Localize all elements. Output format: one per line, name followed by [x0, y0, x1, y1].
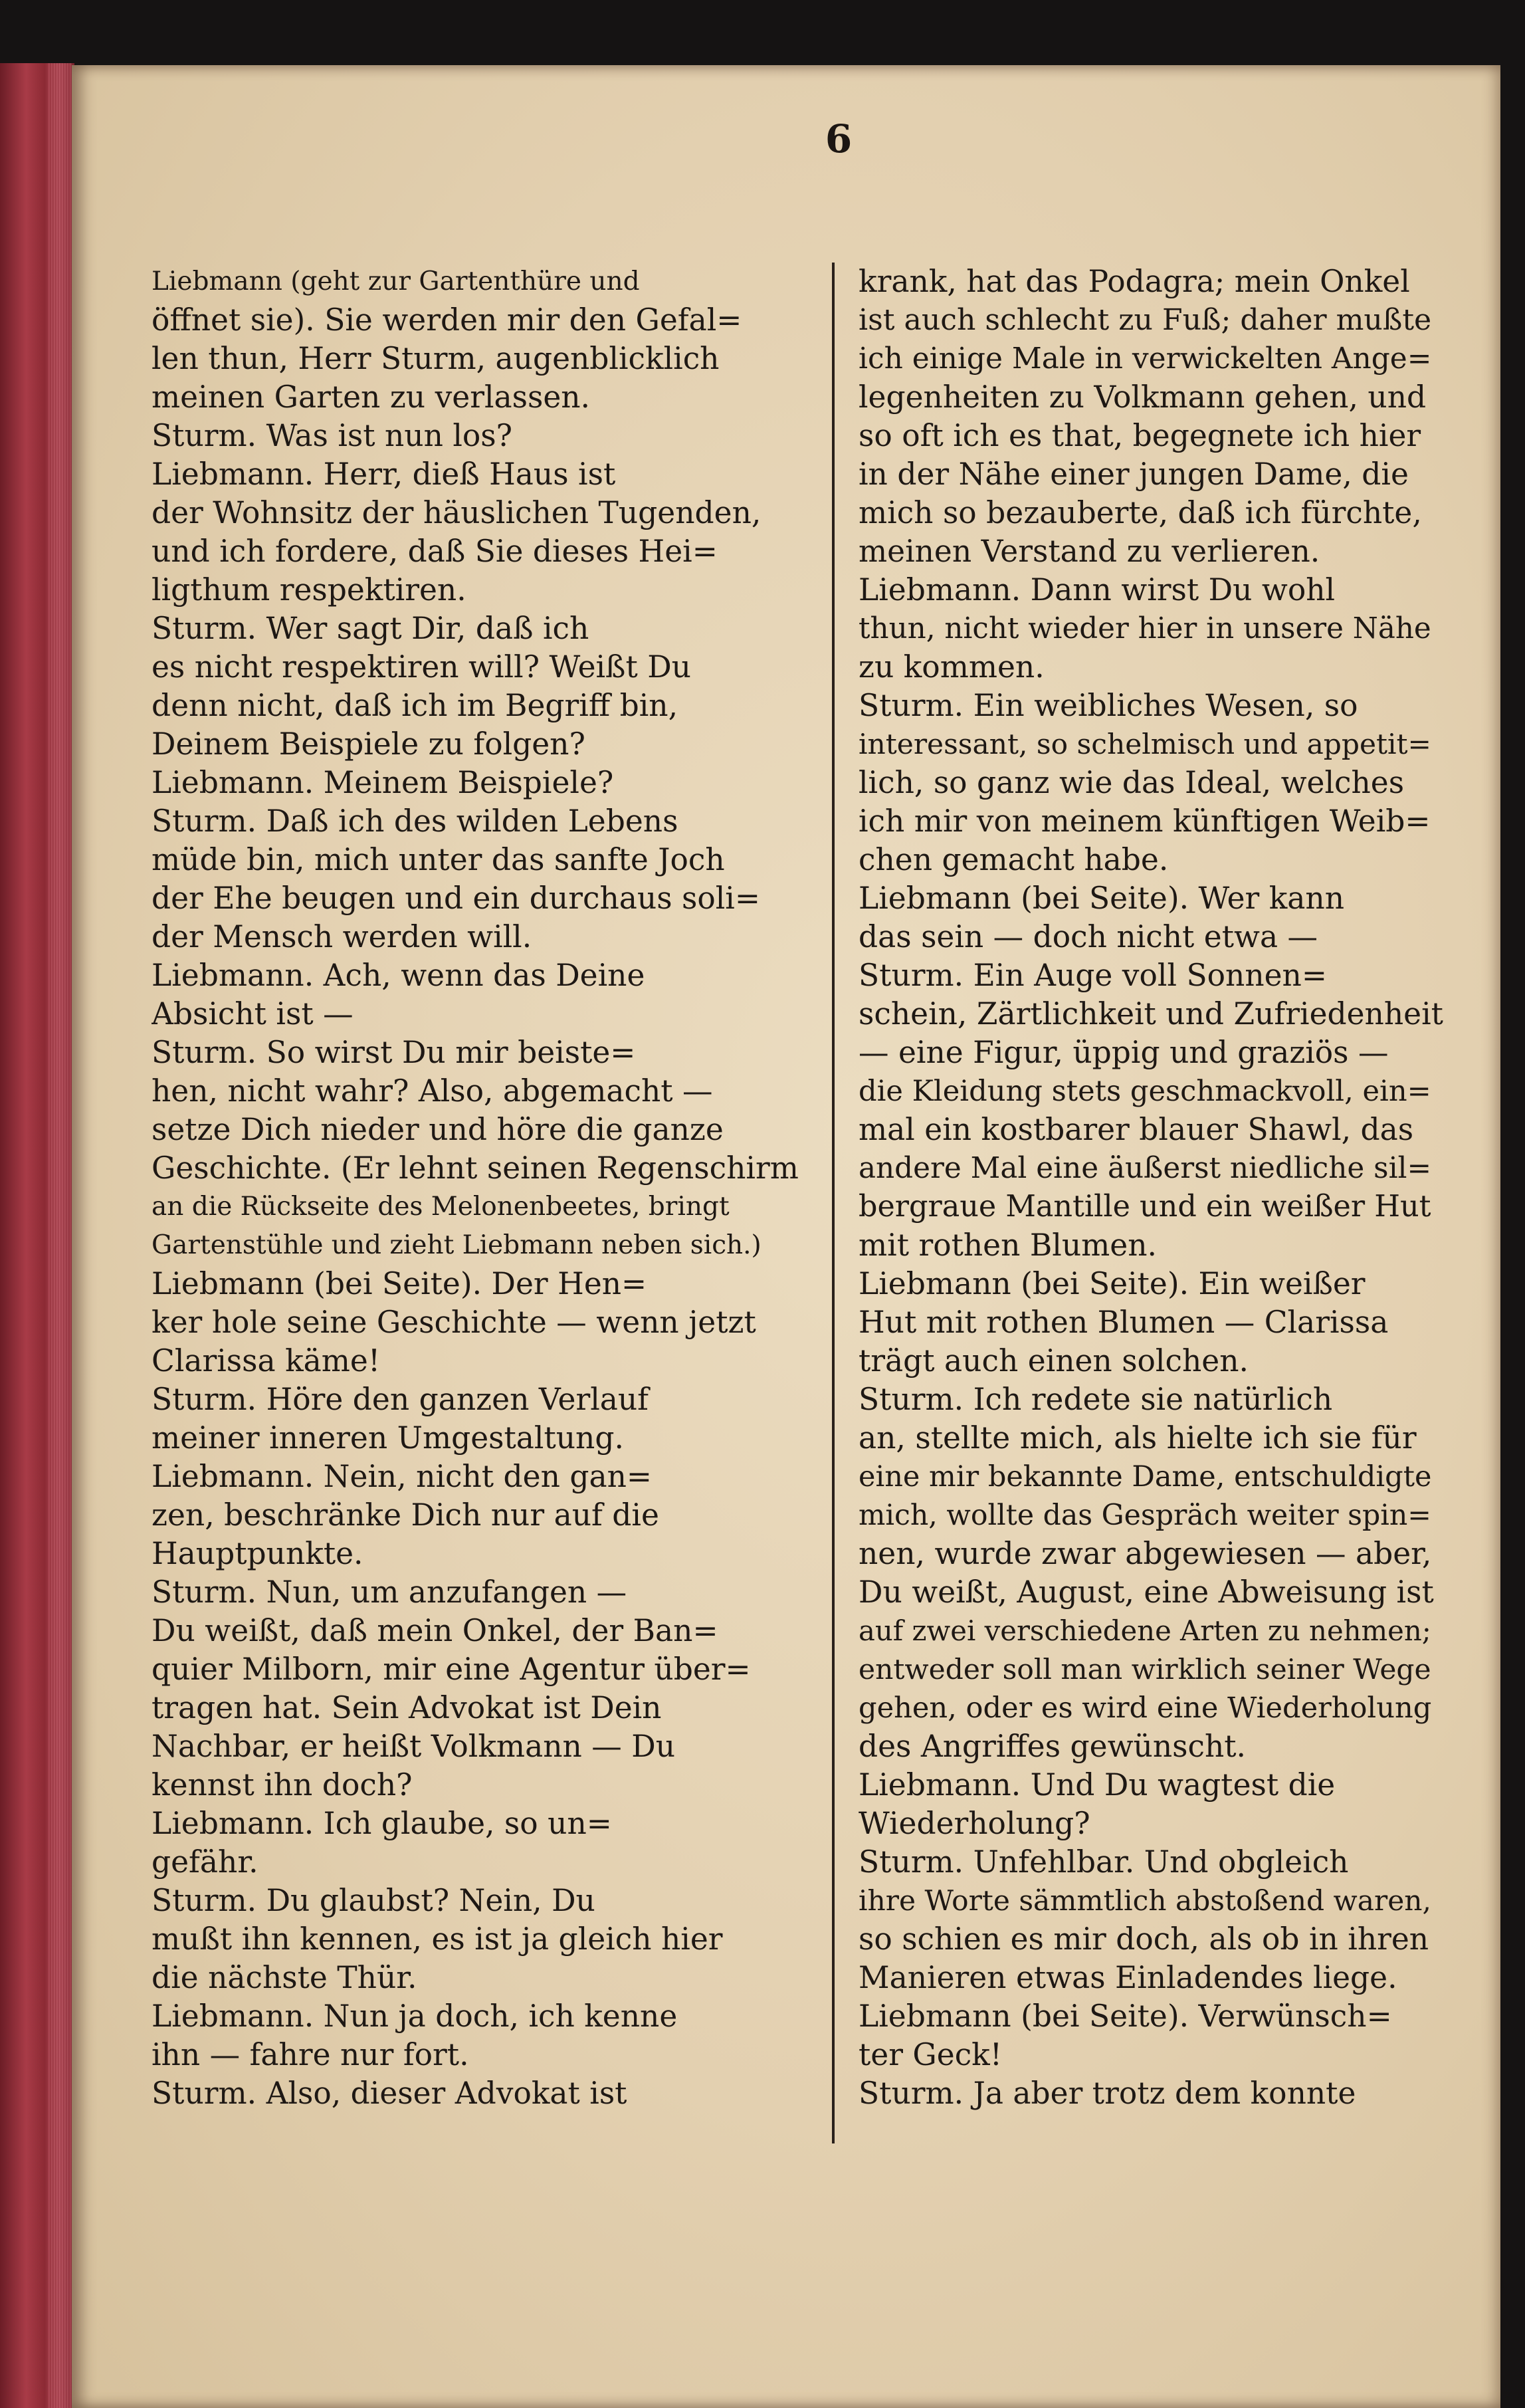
text-line: mit rothen Blumen.: [859, 1228, 1158, 1263]
text-line: Sturm. Also, dieser Advokat ist: [152, 2076, 627, 2111]
text-line: Sturm. Ein Auge voll Sonnen=: [859, 958, 1327, 993]
text-line: eine mir bekannte Dame, entschuldigte: [859, 1460, 1432, 1493]
text-line: mich so bezauberte, daß ich fürchte,: [859, 495, 1422, 530]
text-line: ligthum respektiren.: [152, 572, 466, 607]
text-line: öffnet sie). Sie werden mir den Gefal=: [152, 302, 742, 338]
text-line: ich einige Male in verwickelten Ange=: [859, 342, 1432, 376]
text-line: Liebmann. Nun ja doch, ich kenne: [152, 1999, 678, 2034]
text-line: der Ehe beugen und ein durchaus soli=: [152, 881, 760, 916]
text-line: Wiederholung?: [859, 1806, 1090, 1841]
text-line: Liebmann (bei Seite). Ein weißer: [859, 1266, 1366, 1301]
column-divider: [832, 263, 835, 2143]
right-text-column: [859, 263, 1443, 2113]
text-line: Sturm. Ich redete sie natürlich: [859, 1382, 1333, 1417]
book-edge-pages: [48, 63, 72, 2408]
text-line: und ich fordere, daß Sie dieses Hei=: [152, 534, 718, 569]
text-line: Liebmann (geht zur Gartenthüre und: [152, 267, 640, 296]
text-line: thun, nicht wieder hier in unsere Nähe: [859, 612, 1431, 645]
text-line: ich mir von meinem künftigen Weib=: [859, 804, 1431, 839]
left-text-column: [152, 263, 833, 2113]
text-line: Sturm. Du glaubst? Nein, Du: [152, 1883, 595, 1918]
text-line: es nicht respektiren will? Weißt Du: [152, 649, 691, 685]
text-line: Deinem Beispiele zu folgen?: [152, 726, 585, 762]
text-line: meiner inneren Umgestaltung.: [152, 1420, 624, 1456]
text-line: mich, wollte das Gespräch weiter spin=: [859, 1499, 1431, 1532]
text-line: so schien es mir doch, als ob in ihren: [859, 1921, 1429, 1957]
text-line: Liebmann. Herr, dieß Haus ist: [152, 457, 616, 492]
text-line: legenheiten zu Volkmann gehen, und: [859, 380, 1427, 415]
text-line: Sturm. Wer sagt Dir, daß ich: [152, 611, 589, 646]
text-line: setze Dich nieder und höre die ganze: [152, 1112, 724, 1147]
text-line: meinen Garten zu verlassen.: [152, 380, 591, 415]
text-line: Hauptpunkte.: [152, 1536, 363, 1571]
text-line: an, stellte mich, als hielte ich sie für: [859, 1420, 1417, 1456]
text-line: die nächste Thür.: [152, 1960, 417, 1995]
text-line: bergraue Mantille und ein weißer Hut: [859, 1190, 1431, 1224]
text-line: Gartenstühle und zieht Liebmann neben sich.): [152, 1230, 762, 1260]
text-line: Sturm. Ja aber trotz dem konnte: [859, 2076, 1356, 2111]
text-line: ker hole seine Geschichte — wenn jetzt: [152, 1305, 756, 1340]
text-line: Sturm. Nun, um anzufangen —: [152, 1575, 627, 1610]
text-line: Du weißt, August, eine Abweisung ist: [859, 1575, 1434, 1610]
text-line: die Kleidung stets geschmackvoll, ein=: [859, 1075, 1431, 1108]
text-line: zen, beschränke Dich nur auf die: [152, 1497, 659, 1533]
text-line: Clarissa käme!: [152, 1343, 381, 1378]
text-line: interessant, so schelmisch und appetit=: [859, 728, 1432, 760]
text-line: des Angriffes gewünscht.: [859, 1729, 1247, 1764]
text-line: chen gemacht habe.: [859, 842, 1169, 877]
text-line: Liebmann (bei Seite). Wer kann: [859, 881, 1345, 916]
text-line: Geschichte. (Er lehnt seinen Regenschirm: [152, 1150, 799, 1186]
text-line: andere Mal eine äußerst niedliche sil=: [859, 1151, 1432, 1185]
text-line: Liebmann (bei Seite). Verwünsch=: [859, 1999, 1392, 2034]
text-line: nen, wurde zwar abgewiesen — aber,: [859, 1536, 1432, 1571]
text-line: zu kommen.: [859, 649, 1045, 685]
text-line: kennst ihn doch?: [152, 1767, 413, 1803]
text-line: Liebmann. Und Du wagtest die: [859, 1767, 1336, 1803]
text-line: Sturm. Unfehlbar. Und obgleich: [859, 1844, 1349, 1880]
text-line: mal ein kostbarer blauer Shawl, das: [859, 1112, 1414, 1147]
text-line: Liebmann. Dann wirst Du wohl: [859, 572, 1336, 607]
text-line: Du weißt, daß mein Onkel, der Ban=: [152, 1613, 718, 1648]
text-line: entweder soll man wirklich seiner Wege: [859, 1653, 1431, 1686]
text-line: krank, hat das Podagra; mein Onkel: [859, 264, 1410, 299]
text-line: Sturm. Höre den ganzen Verlauf: [152, 1382, 649, 1417]
text-line: lich, so ganz wie das Ideal, welches: [859, 765, 1405, 800]
text-line: Sturm. Was ist nun los?: [152, 418, 513, 453]
text-line: so oft ich es that, begegnete ich hier: [859, 418, 1421, 453]
text-line: Liebmann. Ach, wenn das Deine: [152, 958, 645, 993]
text-line: meinen Verstand zu verlieren.: [859, 534, 1320, 569]
text-line: Manieren etwas Einladendes liege.: [859, 1960, 1397, 1995]
text-line: Absicht ist —: [152, 996, 354, 1032]
text-line: hen, nicht wahr? Also, abgemacht —: [152, 1073, 713, 1109]
text-line: Liebmann. Nein, nicht den gan=: [152, 1459, 653, 1494]
text-line: das sein — doch nicht etwa —: [859, 919, 1318, 954]
text-line: gehen, oder es wird eine Wiederholung: [859, 1692, 1432, 1725]
text-line: Nachbar, er heißt Volkmann — Du: [152, 1729, 676, 1764]
text-line: an die Rückseite des Melonenbeetes, bringt: [152, 1192, 730, 1222]
text-line: Hut mit rothen Blumen — Clarissa: [859, 1305, 1389, 1340]
text-line: Liebmann. Meinem Beispiele?: [152, 765, 614, 800]
text-line: müde bin, mich unter das sanfte Joch: [152, 842, 725, 877]
text-line: Sturm. Ein weibliches Wesen, so: [859, 688, 1358, 723]
text-line: in der Nähe einer jungen Dame, die: [859, 457, 1409, 492]
text-line: auf zwei verschiedene Arten zu nehmen;: [859, 1614, 1431, 1647]
text-line: — eine Figur, üppig und graziös —: [859, 1035, 1389, 1070]
text-line: schein, Zärtlichkeit und Zufriedenheit: [859, 996, 1443, 1032]
text-line: ihre Worte sämmtlich abstoßend waren,: [859, 1884, 1431, 1917]
text-line: mußt ihn kennen, es ist ja gleich hier: [152, 1921, 723, 1957]
text-line: der Wohnsitz der häuslichen Tugenden,: [152, 495, 762, 530]
text-line: trägt auch einen solchen.: [859, 1343, 1249, 1378]
text-line: Sturm. So wirst Du mir beiste=: [152, 1035, 636, 1070]
text-line: denn nicht, daß ich im Begriff bin,: [152, 688, 678, 723]
text-line: ihn — fahre nur fort.: [152, 2037, 469, 2072]
text-line: der Mensch werden will.: [152, 919, 532, 954]
text-line: gefähr.: [152, 1844, 258, 1880]
text-line: ter Geck!: [859, 2037, 1003, 2072]
text-line: len thun, Herr Sturm, augenblicklich: [152, 341, 720, 376]
text-line: Sturm. Daß ich des wilden Lebens: [152, 804, 678, 839]
text-line: quier Milborn, mir eine Agentur über=: [152, 1652, 751, 1687]
text-line: Liebmann. Ich glaube, so un=: [152, 1806, 612, 1841]
text-line: ist auch schlecht zu Fuß; daher mußte: [859, 303, 1432, 337]
text-line: Liebmann (bei Seite). Der Hen=: [152, 1266, 647, 1301]
page-number: 6: [825, 116, 853, 162]
text-line: tragen hat. Sein Advokat ist Dein: [152, 1690, 662, 1725]
